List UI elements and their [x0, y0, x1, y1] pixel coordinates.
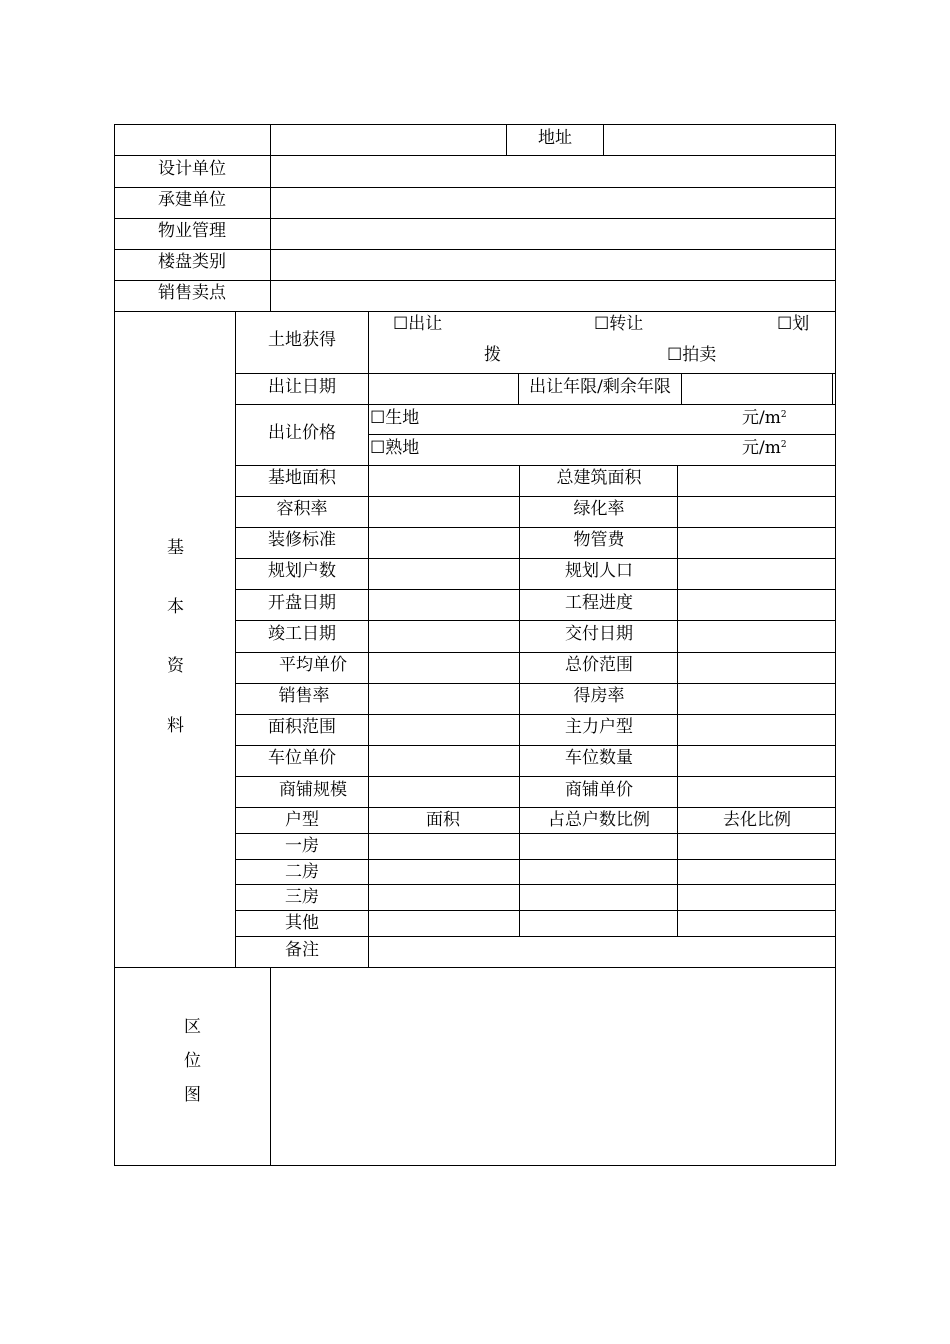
- project-progress-field[interactable]: [678, 590, 835, 620]
- planned-households-label: 规划户数: [268, 561, 336, 581]
- raw-land-option[interactable]: ☐生地: [370, 408, 420, 428]
- raw-land-unit: [742, 410, 787, 427]
- shop-scale-field[interactable]: [369, 777, 519, 807]
- section-char-3: 资: [167, 656, 184, 676]
- parking-price-field[interactable]: [369, 746, 519, 776]
- unit-cell[interactable]: [369, 860, 519, 884]
- section-char-4: 料: [167, 716, 184, 736]
- selling-points-label: 销售卖点: [158, 283, 226, 303]
- land-option-allocation[interactable]: ☐划: [777, 314, 810, 334]
- developed-land-unit: [742, 440, 787, 457]
- base-area-field[interactable]: [369, 466, 519, 496]
- decoration-standard-label: 装修标准: [268, 530, 336, 550]
- average-price-label: 平均单价: [279, 655, 347, 675]
- planned-population-field[interactable]: [678, 559, 835, 589]
- decoration-standard-field[interactable]: [369, 528, 519, 558]
- opening-date-label: 开盘日期: [268, 593, 336, 613]
- building-category-field[interactable]: [271, 250, 835, 280]
- parking-count-field[interactable]: [678, 746, 835, 776]
- transfer-price-label: 出让价格: [268, 423, 336, 443]
- sales-rate-label: 销售率: [278, 686, 330, 706]
- unit-cell[interactable]: [520, 911, 677, 936]
- location-map-area[interactable]: [271, 968, 835, 1165]
- unit-text: 元/m: [742, 408, 781, 428]
- unit-cell[interactable]: [520, 885, 677, 910]
- main-unit-type-label: 主力户型: [565, 717, 633, 737]
- remarks-label: 备注: [285, 940, 319, 960]
- design-unit-label: 设计单位: [158, 159, 226, 179]
- address-label: 地址: [538, 128, 572, 148]
- usable-area-rate-label: 得房率: [573, 686, 625, 706]
- unit-table-header-area: 面积: [426, 810, 460, 830]
- opening-date-field[interactable]: [369, 590, 519, 620]
- construction-unit-field[interactable]: [271, 188, 835, 218]
- main-unit-type-field[interactable]: [678, 715, 835, 745]
- property-fee-label: 物管费: [573, 530, 625, 550]
- unit-row-other: 其他: [285, 913, 319, 933]
- unit-cell[interactable]: [678, 834, 835, 859]
- land-option-auction[interactable]: ☐拍卖: [667, 345, 717, 365]
- land-option-resale[interactable]: ☐转让: [594, 314, 644, 334]
- total-floor-area-label: 总建筑面积: [556, 468, 642, 488]
- completion-date-label: 竣工日期: [268, 624, 336, 644]
- area-range-field[interactable]: [369, 715, 519, 745]
- transfer-term-label: 出让年限/剩余年限: [529, 377, 671, 397]
- base-area-label: 基地面积: [268, 468, 336, 488]
- unit-cell[interactable]: [520, 860, 677, 884]
- area-range-label: 面积范围: [268, 717, 336, 737]
- greening-rate-label: 绿化率: [573, 499, 625, 519]
- sales-rate-field[interactable]: [369, 684, 519, 714]
- unit-row-one-bedroom: 一房: [285, 836, 319, 856]
- delivery-date-field[interactable]: [678, 621, 835, 652]
- unit-text: 元/m: [742, 438, 781, 458]
- unit-cell[interactable]: [369, 885, 519, 910]
- unit-cell[interactable]: [520, 834, 677, 859]
- unit-superscript: 2: [780, 440, 787, 450]
- transfer-term-field[interactable]: [682, 374, 832, 404]
- planned-households-field[interactable]: [369, 559, 519, 589]
- parking-count-label: 车位数量: [565, 748, 633, 768]
- usable-area-rate-field[interactable]: [678, 684, 835, 714]
- total-price-range-label: 总价范围: [565, 655, 633, 675]
- property-fee-field[interactable]: [678, 528, 835, 558]
- construction-unit-label: 承建单位: [158, 190, 226, 210]
- shop-price-field[interactable]: [678, 777, 835, 807]
- location-char-1: 区: [184, 1017, 201, 1037]
- shop-scale-label: 商铺规模: [279, 780, 347, 800]
- unit-cell[interactable]: [369, 834, 519, 859]
- unit-cell[interactable]: [678, 860, 835, 884]
- planned-population-label: 规划人口: [565, 561, 633, 581]
- property-management-field[interactable]: [271, 219, 835, 249]
- land-acquisition-label: 土地获得: [268, 330, 336, 350]
- unit-row-three-bedroom: 三房: [285, 887, 319, 907]
- unit-row-two-bedroom: 二房: [285, 862, 319, 882]
- land-option-allocation-tail: 拨: [484, 345, 501, 365]
- section-char-2: 本: [167, 597, 184, 617]
- unit-cell[interactable]: [678, 885, 835, 910]
- design-unit-field[interactable]: [271, 156, 835, 187]
- unit-cell[interactable]: [369, 911, 519, 936]
- total-price-range-field[interactable]: [678, 653, 835, 683]
- delivery-date-label: 交付日期: [565, 624, 633, 644]
- unit-table-header-share: 占总户数比例: [548, 810, 650, 830]
- property-management-label: 物业管理: [158, 221, 226, 241]
- average-price-field[interactable]: [369, 653, 519, 683]
- total-floor-area-field[interactable]: [678, 466, 835, 496]
- address-field[interactable]: [604, 125, 835, 155]
- project-name-field[interactable]: [271, 125, 506, 155]
- shop-price-label: 商铺单价: [565, 780, 633, 800]
- parking-price-label: 车位单价: [268, 748, 336, 768]
- location-char-3: 图: [184, 1085, 201, 1105]
- developed-land-option[interactable]: ☐熟地: [370, 438, 420, 458]
- project-progress-label: 工程进度: [565, 593, 633, 613]
- selling-points-field[interactable]: [271, 281, 835, 311]
- unit-table-header-type: 户型: [285, 810, 319, 830]
- remarks-field[interactable]: [369, 937, 835, 967]
- section-char-1: 基: [167, 538, 184, 558]
- greening-rate-field[interactable]: [678, 497, 835, 527]
- plot-ratio-label: 容积率: [276, 499, 328, 519]
- land-option-transfer[interactable]: ☐出让: [393, 314, 443, 334]
- location-char-2: 位: [184, 1051, 201, 1071]
- completion-date-field[interactable]: [369, 621, 519, 652]
- transfer-date-field[interactable]: [369, 374, 518, 404]
- building-category-label: 楼盘类别: [158, 252, 226, 272]
- unit-superscript: 2: [780, 410, 787, 420]
- unit-table-header-absorption: 去化比例: [723, 810, 791, 830]
- unit-cell[interactable]: [678, 911, 835, 936]
- transfer-date-label: 出让日期: [268, 377, 336, 397]
- plot-ratio-field[interactable]: [369, 497, 519, 527]
